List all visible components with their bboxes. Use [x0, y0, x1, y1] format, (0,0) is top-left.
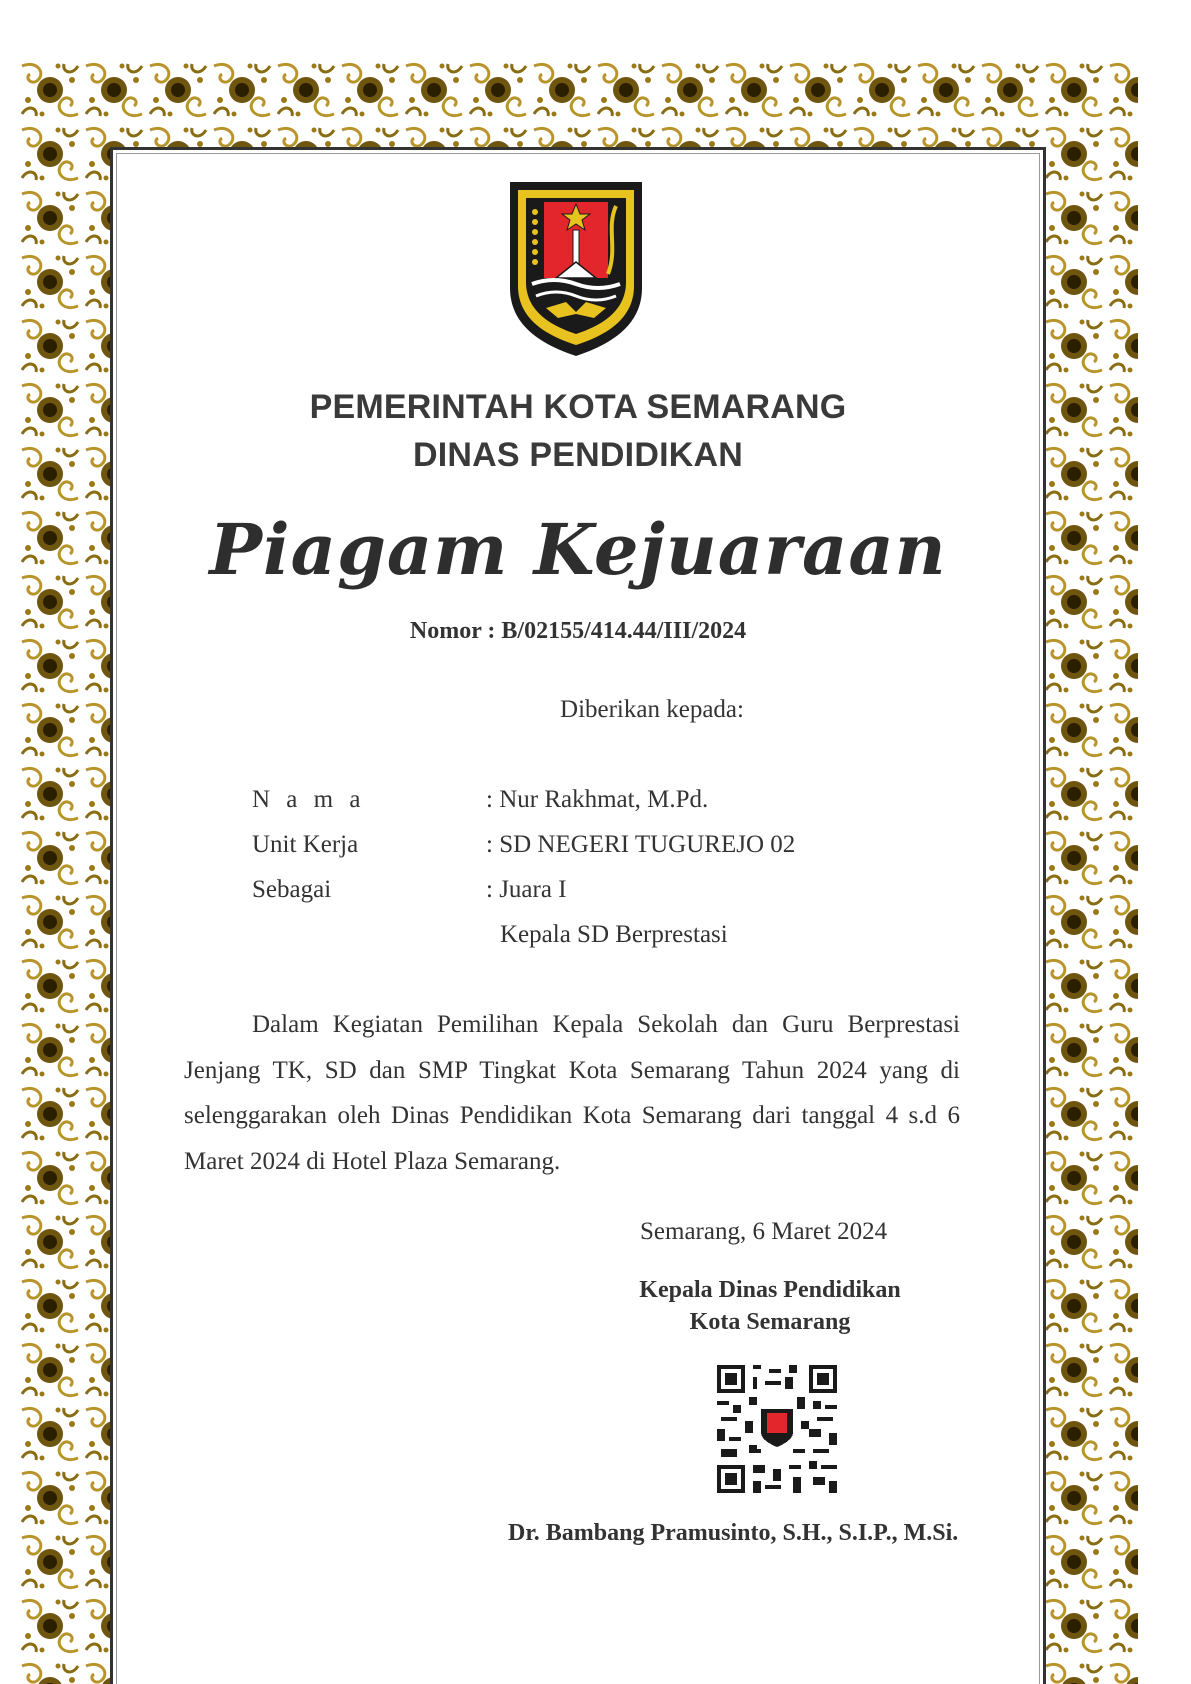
unit-label: Unit Kerja	[252, 831, 359, 858]
given-to-label: Diberikan kepada:	[560, 696, 744, 723]
role-value-line2: Kepala SD Berprestasi	[500, 921, 728, 948]
government-heading: PEMERINTAH KOTA SEMARANG	[309, 388, 847, 426]
signer-name: Dr. Bambang Pramusinto, S.H., S.I.P., M.Si.	[508, 1520, 959, 1546]
signer-position-line1: Kepala Dinas Pendidikan	[639, 1277, 901, 1303]
unit-value: : SD NEGERI TUGUREJO 02	[486, 831, 796, 858]
role-label: Sebagai	[252, 876, 332, 903]
qr-code-signature	[717, 1365, 837, 1493]
role-value: : Juara I	[486, 876, 567, 903]
name-label: N a m a	[252, 786, 366, 813]
name-value: : Nur Rakhmat, M.Pd.	[486, 786, 709, 813]
description-paragraph: Dalam Kegiatan Pemilihan Kepala Sekolah dan Guru Berprestasi Jenjang TK, SD dan SMP Tingkat Kota Semarang Tahun 2024 yang di selenggarakan oleh Dinas Pendidikan Kota Semarang dari tanggal 4 s.d 6 Maret 2024 di Hotel Plaza Semarang.	[184, 1011, 960, 1175]
department-heading: DINAS PENDIDIKAN	[412, 436, 743, 474]
place-date: Semarang, 6 Maret 2024	[640, 1218, 888, 1245]
certificate-frame-inner-line	[116, 153, 1040, 1684]
certificate-title: Piagam Kejuaraan	[209, 508, 947, 591]
city-emblem-icon	[506, 178, 646, 358]
signer-position-line2: Kota Semarang	[689, 1309, 851, 1335]
certificate-number: Nomor : B/02155/414.44/III/2024	[409, 618, 747, 644]
